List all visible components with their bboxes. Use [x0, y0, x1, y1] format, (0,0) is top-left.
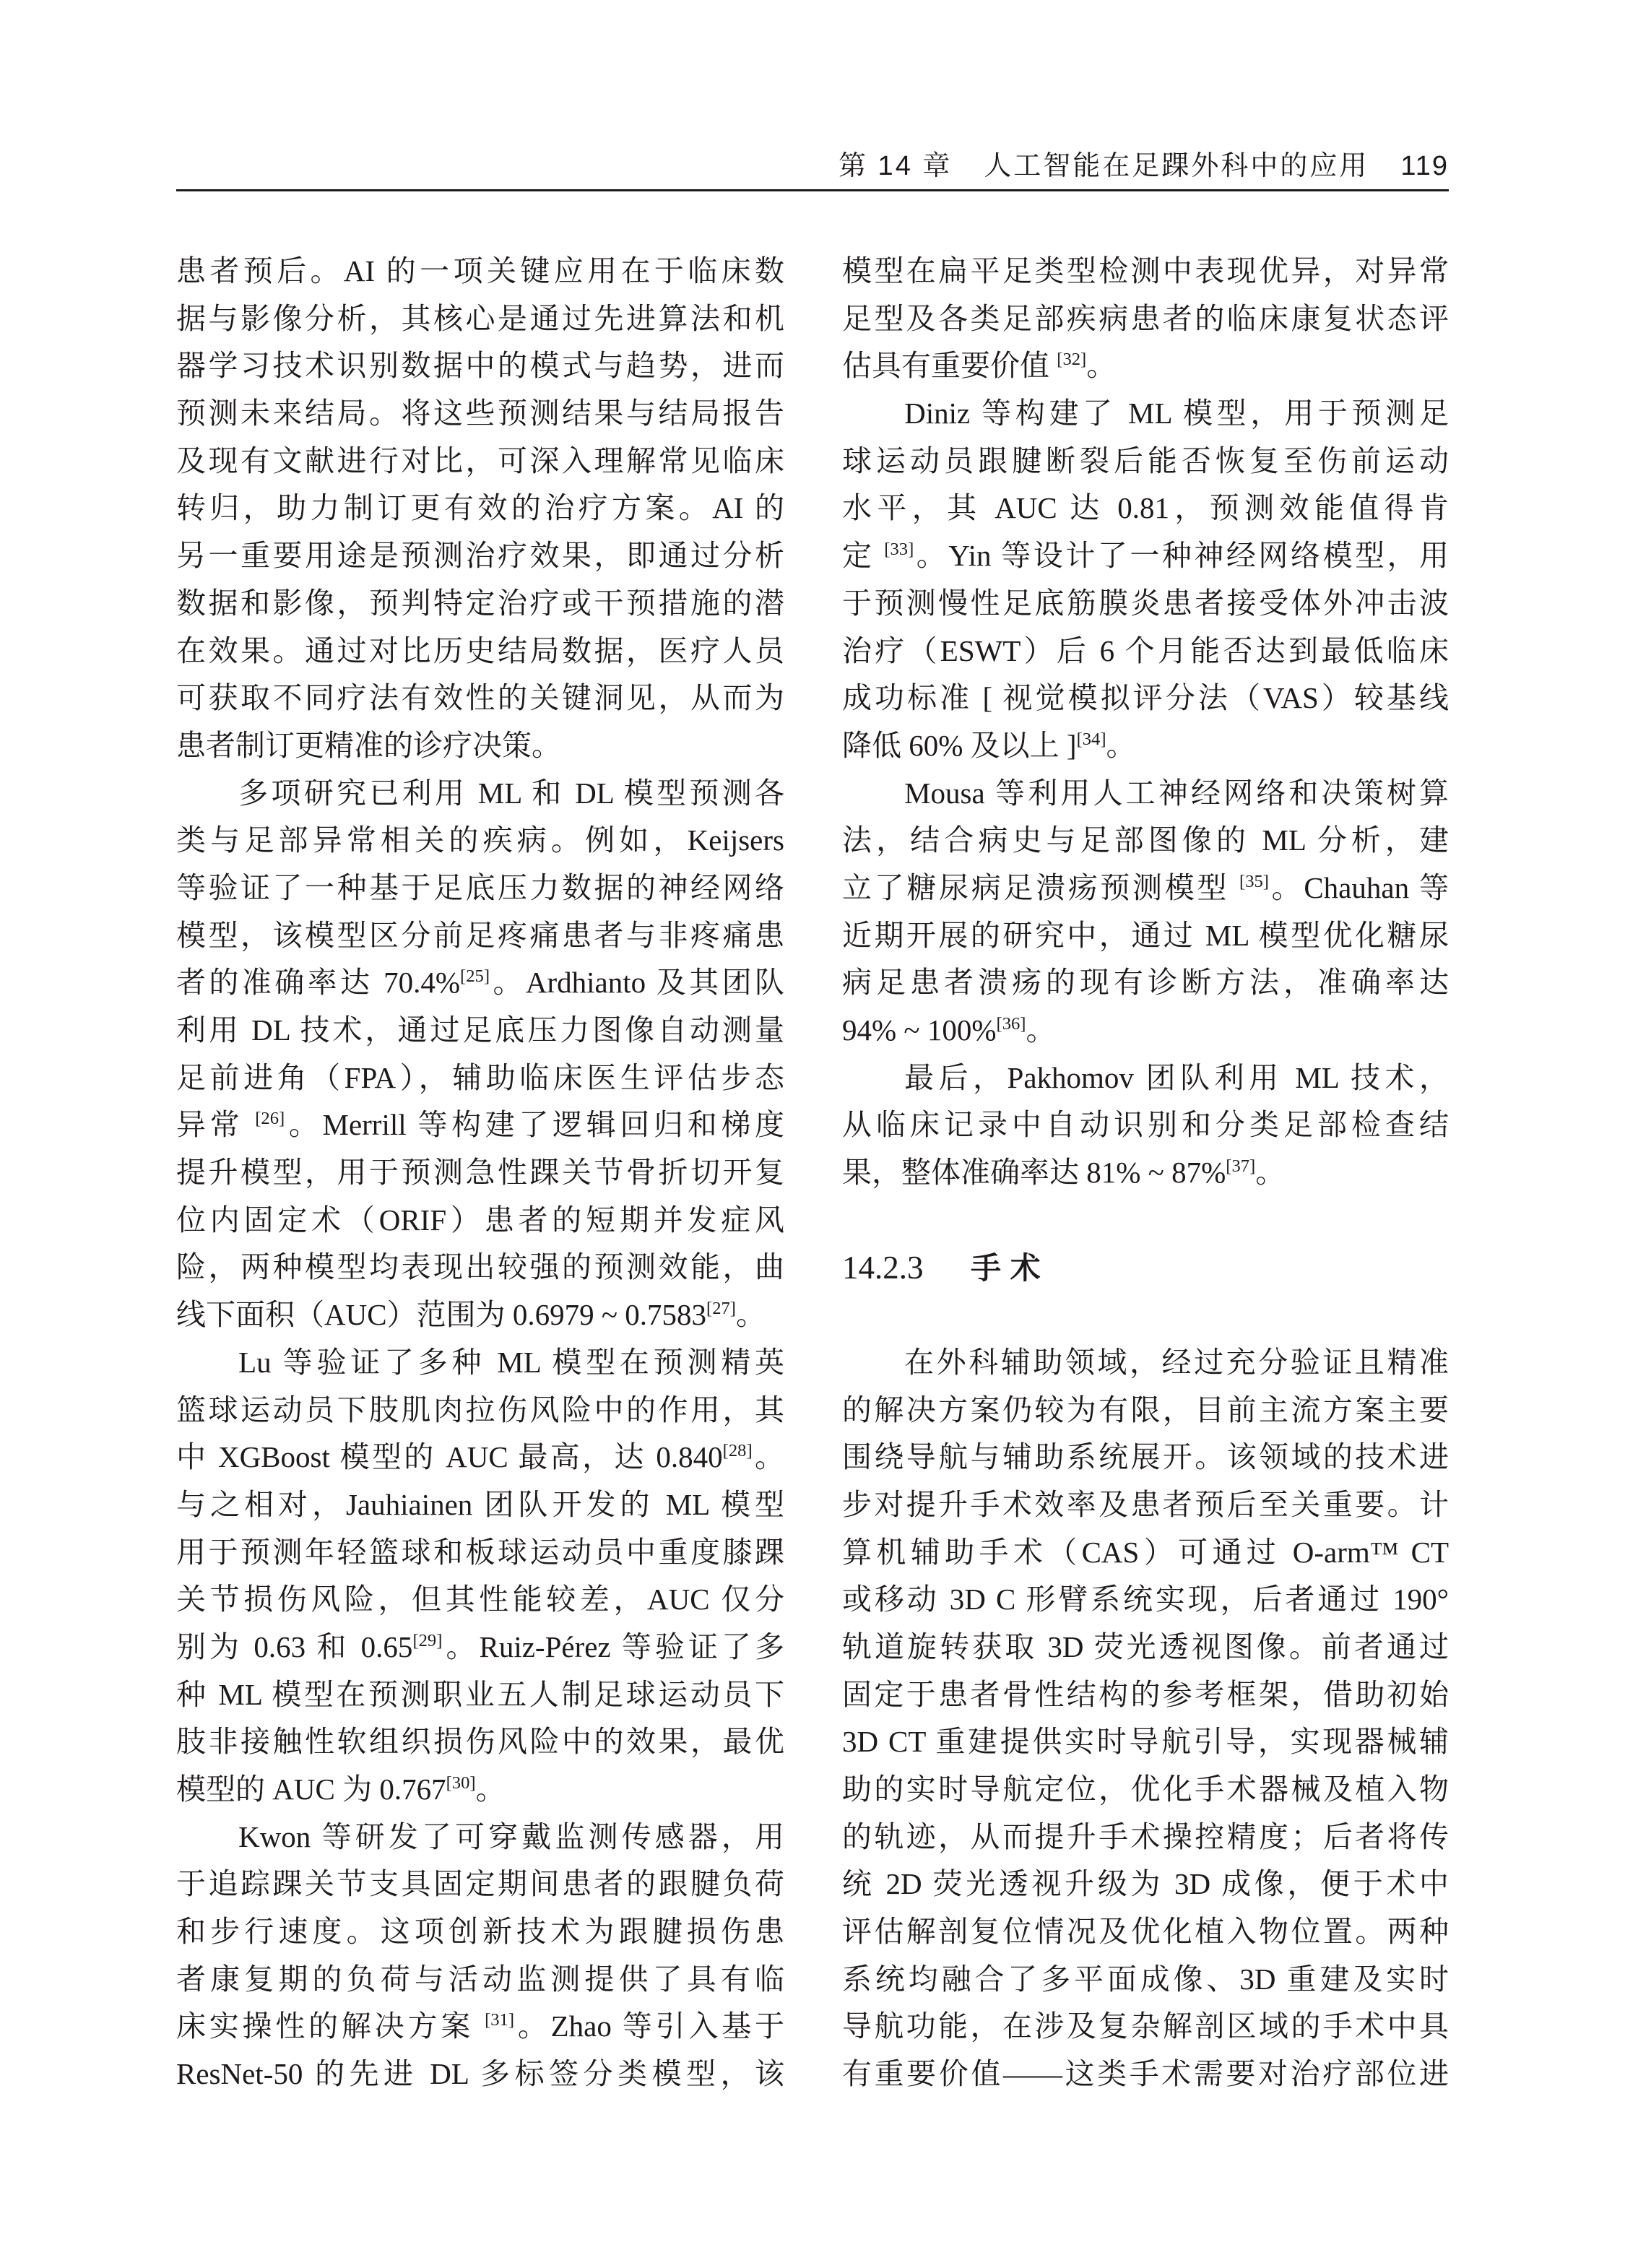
- text-line: [176, 485, 784, 532]
- text-run: 。: [475, 1773, 506, 1806]
- text-line: [176, 1007, 784, 1055]
- citation-ref: [29]: [412, 1630, 443, 1650]
- text-line: [176, 1434, 784, 1481]
- text-run: 足型及各类足部疾病患者的临床康复状态评: [842, 301, 1449, 335]
- text-line: [176, 1101, 784, 1149]
- text-line: [176, 438, 784, 485]
- text-run: 者康复期的负荷与活动监测提供了具有临: [176, 1962, 784, 1996]
- text-run: 据与影像分析，其核心是通过先进算法和机: [176, 301, 784, 335]
- citation-ref: [34]: [1076, 729, 1106, 749]
- text-run: 。: [1106, 728, 1136, 762]
- text-run: ResNet-50 的先进 DL 多标签分类模型，该: [176, 2057, 784, 2091]
- text-run: 有重要价值——这类手术需要对治疗部位进: [842, 2057, 1449, 2091]
- text-run: 定: [842, 539, 885, 573]
- text-line: [176, 1718, 784, 1766]
- text-run: 的轨迹，从而提升手术操控精度；后者将传: [842, 1819, 1449, 1853]
- text-run: 器学习技术识别数据中的模式与趋势，进而: [176, 349, 784, 383]
- text-run: 。Chauhan 等: [1268, 870, 1449, 904]
- text-line: [176, 532, 784, 580]
- text-run: 导航功能，在涉及复杂解剖区域的手术中具: [842, 2009, 1449, 2043]
- text-line: [842, 722, 1449, 770]
- text-line: [842, 1908, 1449, 1956]
- text-run: 于追踪踝关节支具固定期间患者的跟腱负荷: [176, 1867, 784, 1901]
- chapter-label: 第 14 章: [838, 151, 953, 181]
- text-line: [842, 1671, 1449, 1719]
- text-run: 。Ruiz-Pérez 等验证了多: [442, 1629, 785, 1663]
- text-line: [176, 1861, 784, 1908]
- text-run: 模型在扁平足类型检测中表现优异，对异常: [842, 254, 1449, 287]
- text-line: [176, 580, 784, 628]
- citation-ref: [31]: [485, 2010, 515, 2030]
- text-run: 模型的 AUC 为 0.767: [176, 1773, 446, 1806]
- text-line: [176, 295, 784, 343]
- text-run: 估具有重要价值: [842, 349, 1057, 383]
- right-column: [842, 248, 1449, 2098]
- paragraph: [842, 1339, 1449, 2098]
- text-line: [176, 390, 784, 438]
- section-title: 手术: [971, 1250, 1050, 1286]
- text-line: [176, 817, 784, 865]
- text-run: Lu 等验证了多种 ML 模型在预测精英: [238, 1345, 784, 1379]
- text-run: 及现有文献进行对比，可深入理解常见临床: [176, 443, 784, 477]
- paragraph: [176, 770, 784, 1339]
- text-run: 球运动员跟腱断裂后能否恢复至伤前运动: [842, 443, 1449, 477]
- citation-ref: [30]: [446, 1773, 476, 1793]
- text-line: [842, 865, 1449, 912]
- text-run: 治疗（ESWT）后 6 个月能否达到最低临床: [842, 633, 1449, 667]
- section-number: 14.2.3: [842, 1249, 924, 1286]
- text-run: 的解决方案仍较为有限，目前主流方案主要: [842, 1393, 1449, 1427]
- text-line: [842, 1814, 1449, 1861]
- text-line: [842, 1339, 1449, 1387]
- text-run: Kwon 等研发了可穿戴监测传感器，用: [238, 1819, 784, 1853]
- citation-ref: [25]: [460, 966, 490, 987]
- text-line: [176, 1339, 784, 1387]
- text-run: 。: [752, 1440, 784, 1474]
- citation-ref: [37]: [1226, 1156, 1256, 1176]
- text-line: [842, 532, 1449, 580]
- text-line: [842, 2051, 1449, 2098]
- text-line: [176, 1766, 784, 1814]
- text-line: [176, 1291, 784, 1339]
- text-line: [842, 1861, 1449, 1908]
- text-run: 法，结合病史与足部图像的 ML 分析，建: [842, 823, 1449, 857]
- text-run: 预测未来结局。将这些预测结果与结局报告: [176, 397, 784, 430]
- text-line: [176, 912, 784, 960]
- text-line: [176, 1149, 784, 1197]
- text-run: 。Yin 等设计了一种神经网络模型，用: [914, 539, 1449, 573]
- text-run: 果，整体准确率达 81% ~ 87%: [842, 1156, 1226, 1190]
- text-run: 固定于患者骨性结构的参考框架，借助初始: [842, 1677, 1449, 1711]
- text-run: 。Zhao 等引入基于: [514, 2009, 785, 2043]
- text-run: 者的准确率达 70.4%: [176, 966, 461, 1000]
- paragraph: [842, 248, 1449, 390]
- text-run: 评估解剖复位情况及优化植入物位置。两种: [842, 1915, 1449, 1949]
- text-run: 助的实时导航定位，优化手术器械及植入物: [842, 1773, 1449, 1806]
- text-line: [176, 1908, 784, 1956]
- text-line: [842, 1434, 1449, 1481]
- text-line: [842, 628, 1449, 675]
- text-line: [842, 1766, 1449, 1814]
- left-column: [176, 248, 784, 2098]
- header-rule: [176, 189, 1449, 191]
- text-run: Mousa 等利用人工神经网络和决策树算: [904, 776, 1449, 810]
- text-line: [842, 1718, 1449, 1766]
- text-run: 和步行速度。这项创新技术为跟腱损伤患: [176, 1915, 784, 1949]
- text-line: [176, 770, 784, 818]
- text-run: 3D CT 重建提供实时导航引导，实现器械辅: [842, 1725, 1449, 1759]
- text-line: [842, 580, 1449, 628]
- text-line: [842, 2003, 1449, 2051]
- text-run: 线下面积（AUC）范围为 0.6979 ~ 0.7583: [176, 1298, 706, 1332]
- text-run: 近期开展的研究中，通过 ML 模型优化糖尿: [842, 918, 1449, 952]
- text-run: 床实操性的解决方案: [176, 2009, 485, 2043]
- citation-ref: [26]: [255, 1109, 285, 1129]
- text-line: [176, 342, 784, 390]
- text-run: 。: [1026, 1013, 1056, 1047]
- text-line: [842, 1007, 1449, 1055]
- citation-ref: [35]: [1239, 871, 1269, 891]
- text-line: [842, 1481, 1449, 1529]
- text-line: [176, 1529, 784, 1577]
- text-line: [176, 1814, 784, 1861]
- text-run: 用于预测年轻篮球和板球运动员中重度膝踝: [176, 1535, 784, 1569]
- text-run: 或移动 3D C 形臂系统实现，后者通过 190°: [842, 1583, 1449, 1616]
- text-run: 模型，该模型区分前足疼痛患者与非疼痛患: [176, 918, 784, 952]
- citation-ref: [32]: [1057, 350, 1087, 370]
- text-run: 篮球运动员下肢肌肉拉伤风险中的作用，其: [176, 1393, 784, 1427]
- text-line: [176, 1956, 784, 2004]
- text-line: [176, 675, 784, 722]
- paragraph: [842, 390, 1449, 770]
- text-line: [176, 1055, 784, 1102]
- paragraph: [842, 1055, 1449, 1197]
- text-run: 94% ~ 100%: [842, 1013, 997, 1047]
- text-run: 。: [1255, 1156, 1286, 1190]
- text-run: 提升模型，用于预测急性踝关节骨折切开复: [176, 1156, 784, 1190]
- page-number: 119: [1400, 151, 1449, 181]
- text-line: [176, 865, 784, 912]
- running-header: [838, 150, 1449, 183]
- text-line: [176, 1624, 784, 1671]
- citation-ref: [36]: [996, 1013, 1026, 1034]
- text-run: 等验证了一种基于足底压力数据的神经网络: [176, 870, 784, 904]
- text-line: [842, 1387, 1449, 1434]
- text-run: 步对提升手术效率及患者预后至关重要。计: [842, 1487, 1449, 1521]
- text-line: [842, 248, 1449, 295]
- text-line: [176, 722, 784, 770]
- paragraph: [176, 248, 784, 770]
- text-line: [176, 1387, 784, 1434]
- text-run: 多项研究已利用 ML 和 DL 模型预测各: [238, 776, 784, 810]
- text-run: 于预测慢性足底筋膜炎患者接受体外冲击波: [842, 586, 1449, 620]
- text-run: 利用 DL 技术，通过足底压力图像自动测量: [176, 1013, 784, 1047]
- text-run: 。Merrill 等构建了逻辑回归和梯度: [285, 1108, 784, 1142]
- text-run: Diniz 等构建了 ML 模型，用于预测足: [904, 397, 1449, 430]
- text-run: 水平，其 AUC 达 0.81，预测效能值得肯: [842, 491, 1449, 525]
- text-run: 种 ML 模型在预测职业五人制足球运动员下: [176, 1677, 784, 1711]
- text-line: [176, 1197, 784, 1245]
- text-line: [842, 1576, 1449, 1624]
- text-line: [842, 1055, 1449, 1102]
- text-run: 另一重要用途是预测治疗效果，即通过分析: [176, 539, 784, 573]
- citation-ref: [33]: [884, 539, 914, 559]
- text-line: [842, 912, 1449, 960]
- text-run: 数据和影像，预判特定治疗或干预措施的潜: [176, 586, 784, 620]
- citation-ref: [28]: [722, 1440, 753, 1460]
- text-run: 患者制订更精准的诊疗决策。: [176, 728, 561, 762]
- text-run: 最后，Pakhomov 团队利用 ML 技术，: [904, 1060, 1449, 1094]
- text-line: [842, 485, 1449, 532]
- text-run: 患者预后。AI 的一项关键应用在于临床数: [176, 254, 784, 287]
- text-run: 中 XGBoost 模型的 AUC 最高，达 0.840: [176, 1440, 723, 1474]
- paragraph: [176, 1339, 784, 1814]
- text-line: [842, 438, 1449, 485]
- text-run: 类与足部异常相关的疾病。例如，Keijsers: [176, 823, 784, 857]
- text-line: [842, 1624, 1449, 1671]
- text-line: [842, 1529, 1449, 1577]
- text-line: [176, 248, 784, 295]
- paragraph: [842, 770, 1449, 1055]
- text-run: 位内固定术（ORIF）患者的短期并发症风: [176, 1203, 784, 1237]
- text-line: [842, 342, 1449, 390]
- text-run: 转归，助力制订更有效的治疗方案。AI 的: [176, 491, 784, 525]
- text-line: [842, 390, 1449, 438]
- text-run: 。: [735, 1298, 766, 1332]
- text-line: [176, 628, 784, 675]
- citation-ref: [27]: [706, 1298, 736, 1318]
- section-heading: [842, 1197, 1449, 1339]
- text-run: 在效果。通过对比历史结局数据，医疗人员: [176, 633, 784, 667]
- text-line: [842, 1101, 1449, 1149]
- text-run: 统 2D 荧光透视升级为 3D 成像，便于术中: [842, 1867, 1449, 1901]
- text-run: 肢非接触性软组织损伤风险中的效果，最优: [176, 1725, 784, 1759]
- text-run: 足前进角（FPA），辅助临床医生评估步态: [176, 1060, 784, 1094]
- text-line: [842, 675, 1449, 722]
- text-run: 在外科辅助领域，经过充分验证且精准: [904, 1345, 1449, 1379]
- text-run: 从临床记录中自动识别和分类足部检查结: [842, 1108, 1449, 1142]
- text-line: [176, 1671, 784, 1719]
- text-line: [842, 1149, 1449, 1197]
- text-run: 算机辅助手术（CAS）可通过 O-arm™ CT: [842, 1535, 1449, 1569]
- text-run: 围绕导航与辅助系统展开。该领域的技术进: [842, 1440, 1449, 1474]
- chapter-title: 人工智能在足踝外科中的应用: [984, 151, 1369, 181]
- text-line: [842, 959, 1449, 1007]
- text-run: 异常: [176, 1108, 256, 1142]
- text-line: [842, 1956, 1449, 2004]
- text-run: 险，两种模型均表现出较强的预测效能，曲: [176, 1250, 784, 1284]
- text-line: [842, 295, 1449, 343]
- text-run: 关节损伤风险，但其性能较差，AUC 仅分: [176, 1583, 784, 1616]
- text-run: 系统均融合了多平面成像、3D 重建及实时: [842, 1962, 1449, 1996]
- paragraph: [176, 1814, 784, 2098]
- text-run: 可获取不同疗法有效性的关键洞见，从而为: [176, 681, 784, 715]
- text-run: 立了糖尿病足溃疡预测模型: [842, 870, 1239, 904]
- text-line: [842, 817, 1449, 865]
- text-line: [842, 770, 1449, 818]
- text-line: [176, 1481, 784, 1529]
- text-line: [176, 2003, 784, 2051]
- text-run: 别为 0.63 和 0.65: [176, 1629, 413, 1663]
- text-line: [176, 959, 784, 1007]
- text-run: 轨道旋转获取 3D 荧光透视图像。前者通过: [842, 1629, 1449, 1663]
- text-line: [176, 1576, 784, 1624]
- text-run: 病足患者溃疡的现有诊断方法，准确率达: [842, 966, 1449, 1000]
- text-run: 成功标准 [ 视觉模拟评分法（VAS）较基线: [842, 681, 1449, 715]
- text-line: [176, 1244, 784, 1291]
- text-line: [176, 2051, 784, 2098]
- text-run: 降低 60% 及以上 ]: [842, 728, 1077, 762]
- text-run: 。Ardhianto 及其团队: [490, 966, 784, 1000]
- text-run: 。: [1086, 349, 1117, 383]
- text-run: 与之相对，Jauhiainen 团队开发的 ML 模型: [176, 1487, 784, 1521]
